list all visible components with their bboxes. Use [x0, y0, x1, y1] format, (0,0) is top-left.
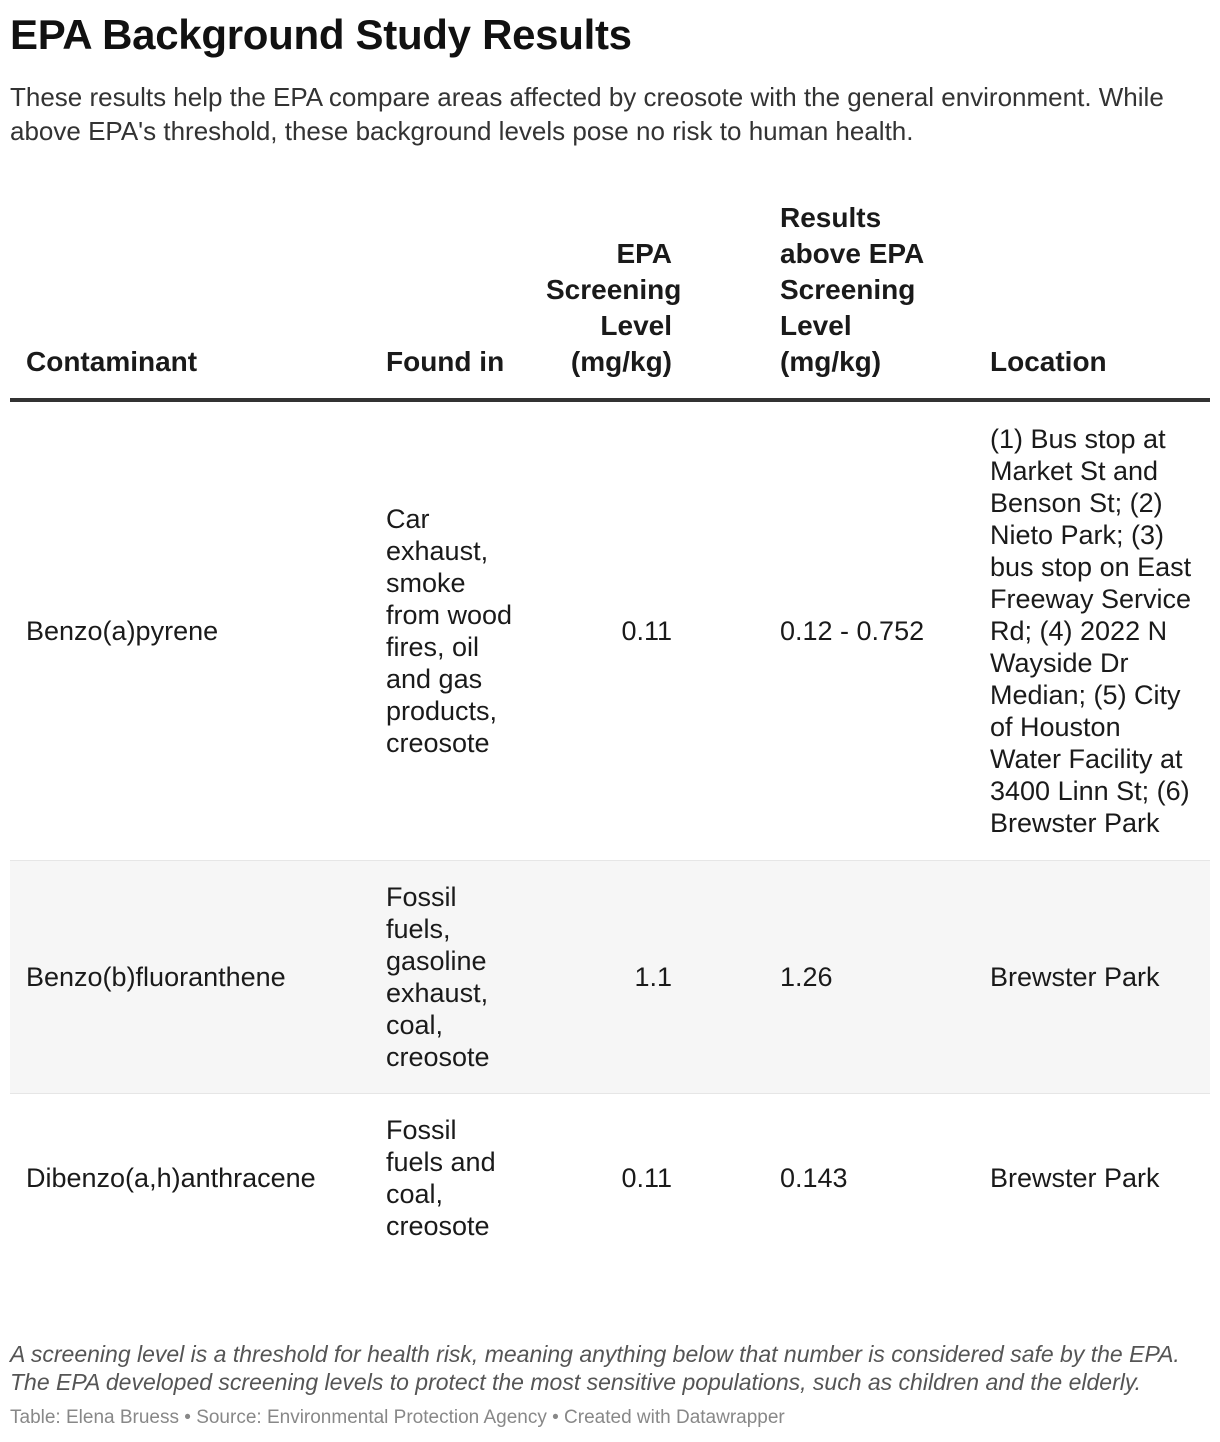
- cell-results: 0.12 - 0.752: [732, 400, 974, 860]
- table-row: [10, 860, 1210, 1093]
- cell-results: 1.26: [732, 860, 974, 1093]
- chart-description: These results help the EPA compare areas affected by creosote with the general environment. While above EPA's threshold, these background levels pose no risk to human health.: [10, 82, 1164, 146]
- cell-screening-level: 0.11: [621, 1163, 672, 1194]
- cell-location: (1) Bus stop at Market St and Benson St; (2) Nieto Park; (3) bus stop on East Freeway Service Rd; (4) 2022 N Wayside Dr Median; (5) City of Houston Water Facility at 3400 Linn St; (6) Brewster Park: [974, 400, 1210, 860]
- chart-title: EPA Background Study Results: [10, 11, 632, 58]
- cell-found-in: Fossil fuels, gasoline exhaust, coal, creosote: [370, 860, 530, 1093]
- cell-contaminant: Benzo(a)pyrene: [10, 400, 370, 860]
- cell-screening-level: 0.11: [530, 400, 732, 860]
- cell-location: Brewster Park: [974, 860, 1210, 1093]
- header-contaminant: Contaminant: [10, 200, 370, 400]
- cell-screening-level: 1.1: [530, 860, 732, 1093]
- cell-contaminant: Benzo(b)fluoranthene: [10, 860, 370, 1093]
- table-row: [10, 400, 1210, 860]
- cell-location: Brewster Park: [990, 1163, 1160, 1194]
- results-table: [10, 200, 1210, 1263]
- header-location: Location: [974, 200, 1210, 400]
- cell-found-in: Car exhaust, smoke from wood fires, oil and gas products, creosote: [370, 400, 530, 860]
- table-row: [10, 1093, 1210, 1263]
- cell-found-in: Fossil fuels and coal, creosote: [386, 1115, 496, 1242]
- footnote: A screening level is a threshold for health risk, meaning anything below that number is considered safe by the EPA. The EPA developed screening levels to protect the most sensitive populations, such as children and the elderly.: [10, 1341, 1180, 1395]
- source-credit: Table: Elena Bruess • Source: Environmental Protection Agency • Created with Datawrapper: [10, 1407, 785, 1428]
- header-results: Results above EPA Screening Level (mg/kg): [732, 200, 974, 400]
- table-header-row: [10, 200, 1210, 400]
- header-found-in: Found in: [370, 200, 530, 400]
- cell-results: 0.143: [780, 1163, 848, 1194]
- cell-contaminant: Dibenzo(a,h)anthracene: [26, 1163, 316, 1194]
- header-screening-level: EPA Screening Level (mg/kg): [530, 200, 732, 400]
